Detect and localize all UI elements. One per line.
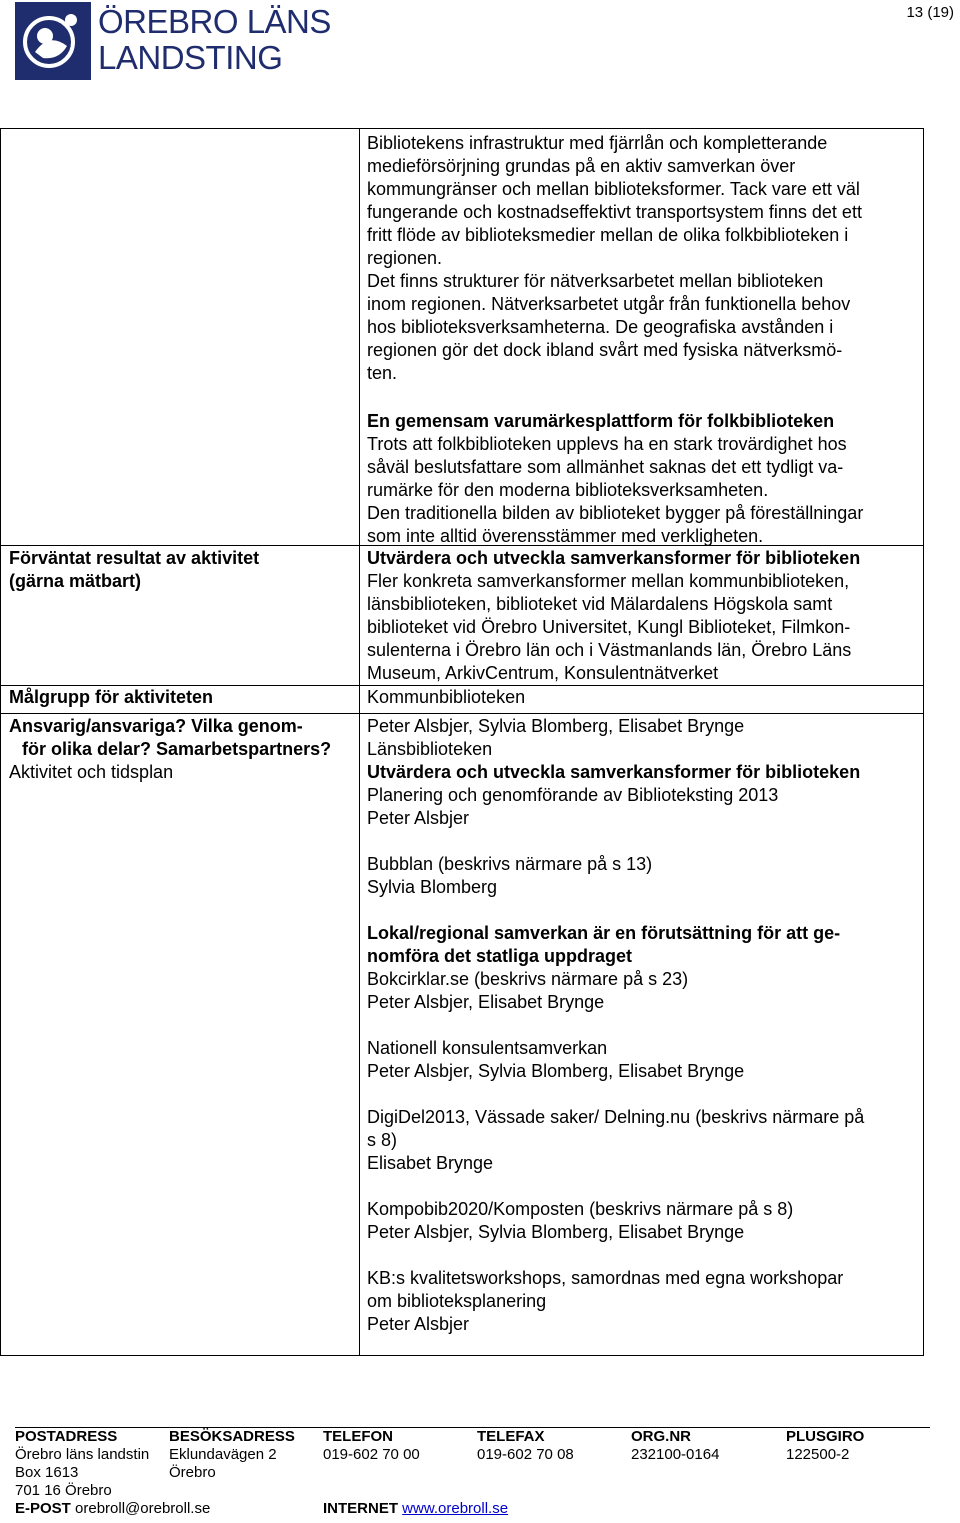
footer-telefon: TELEFON 019-602 70 00 INTERNET www.orebroll.se <box>323 1428 509 1517</box>
infrastructure-text: Bibliotekens infrastruktur med fjärrlån och kompletterande medieförsörjning grundas på en aktiv samverkan över kommungränser och mellan biblioteksformer. Tack vare ett väl fungerande och kostnadseffektivt transportsystem finns det ett fritt flöde av biblioteksmedier mellan de olika folkbiblioteken i regionen. Det finns strukturer för nätverksarbetet mellan biblioteken inom regionen. Nätverksarbetet utgår från funktionella behov hos biblioteksverksamheterna. De geografiska avstånden i regionen gör det dock ibland svårt med fysiska nätverksmö- ten. <box>367 133 862 383</box>
target-group-value: Kommunbiblioteken <box>367 687 526 707</box>
target-group-label: Målgrupp för aktiviteten <box>9 687 214 707</box>
email-value: orebroll@orebroll.se <box>75 1500 211 1517</box>
activity-label: Aktivitet och tidsplan <box>9 762 174 782</box>
responsible-value: Peter Alsbjer, Sylvia Blomberg, Elisabet Brynge Länsbiblioteken <box>367 716 745 759</box>
landsting-emblem-icon <box>15 2 91 80</box>
expected-result-value: Utvärdera och utveckla samverkansformer för biblioteken Fler konkreta samverkansformer mellan kommunbiblioteken, länsbiblioteken, biblioteket vid Mälardalens Högskola samt biblioteket vid Örebro Universitet, Kungl Biblioteket, Filmkon- sulenterna i Örebro län och i Västmanlands län, Örebro Läns Museum, ArkivCentrum, Konsulentnätverket <box>367 548 861 683</box>
logo <box>15 2 331 82</box>
brand-heading: En gemensam varumärkesplattform för folkbiblioteken <box>367 411 835 431</box>
footer-orgnr: ORG.NR 232100-0164 <box>631 1428 720 1463</box>
activity-value: Utvärdera och utveckla samverkansformer för biblioteken Planering och genomförande av Biblioteksting 2013 Peter Alsbjer Bubblan (beskrivs närmare på s 13) Sylvia Blomberg Lokal/regional samverkan är en förutsättning för att ge- nomföra det statliga uppdraget Bokcirklar.se (beskrivs närmare på s 23) Peter Alsbjer, Elisabet Brynge Nationell konsulentsamverkan Peter Alsbjer, Sylvia Blomberg, Elisabet Brynge DigiDel2013, Vässade saker/ Delning.nu (beskrivs närmare på s 8) Elisabet Brynge Kompobib2020/Komposten (beskrivs närmare på s 8) Peter Alsbjer, Sylvia Blomberg, Elisabet Brynge KB:s kvalitetsworkshops, samordnas med egna workshopar om biblioteksplanering Peter Alsbjer <box>367 762 865 1334</box>
internet-link[interactable]: www.orebroll.se <box>402 1500 509 1517</box>
responsible-label: Ansvarig/ansvariga? Vilka genom- för olika delar? Samarbetspartners? <box>9 716 332 759</box>
logo-text: ÖREBRO LÄNS LANDSTING <box>98 3 331 76</box>
footer-postadress: POSTADRESS Örebro läns landstin Box 1613 701 16 Örebro E-POST orebroll@orebroll.se <box>15 1428 211 1517</box>
brand-platform-section: En gemensam varumärkesplattform för folkbiblioteken Trots att folkbiblioteken upplevs ha en stark trovärdighet hos såväl beslutsfattare som allmänhet saknas det ett tydligt va- rumärke för den moderna biblioteksverksamheten. Den traditionella bilden av biblioteket bygger på föreställningar som inte alltid överensstämmer med verkligheten. <box>367 411 864 546</box>
expected-result-label: Förväntat resultat av aktivitet (gärna mätbart) <box>9 548 260 591</box>
column-divider <box>359 129 360 1355</box>
page-number: 13 (19) <box>906 4 954 21</box>
row-divider <box>1 713 923 714</box>
footer-plusgiro: PLUSGIRO 122500-2 <box>786 1428 865 1463</box>
footer-telefax: TELEFAX 019-602 70 08 <box>477 1428 574 1463</box>
footer-besoksadress: BESÖKSADRESS Eklundavägen 2 Örebro <box>169 1428 295 1481</box>
activity-table <box>0 128 924 1356</box>
